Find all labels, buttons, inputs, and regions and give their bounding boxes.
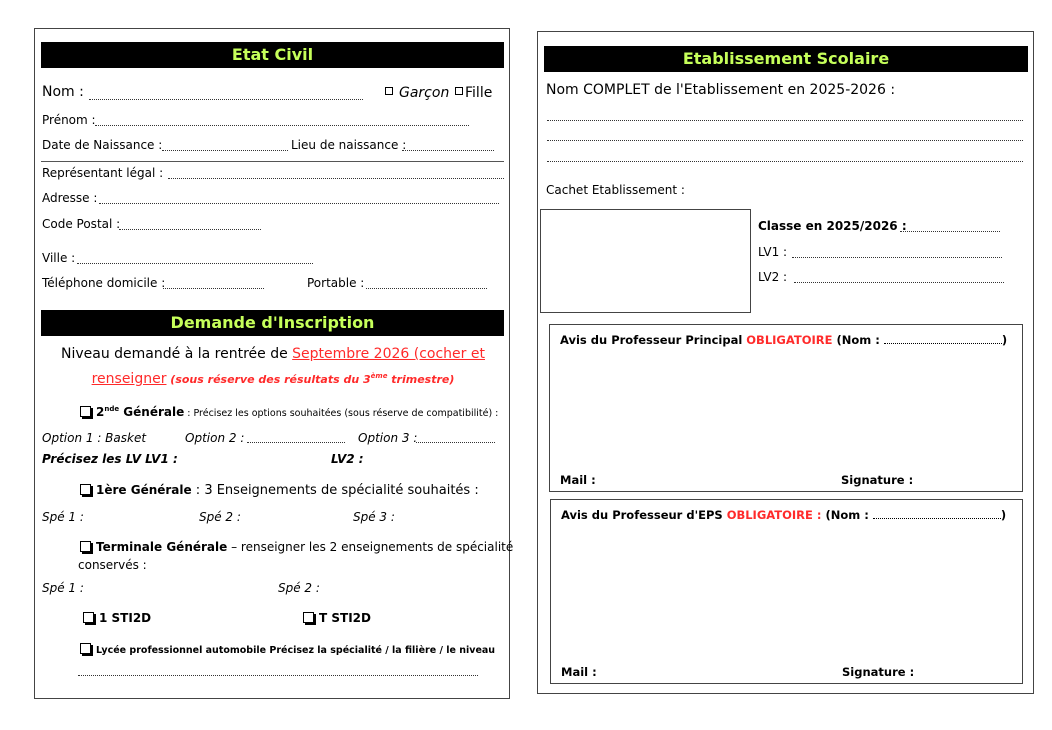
avis-pp-title: Avis du Professeur Principal OBLIGATOIRE (Nom : ): [560, 333, 1008, 347]
niveau-line1: Niveau demandé à la rentrée de Septembre 2026 (cocher et: [61, 346, 485, 362]
prenom-label: Prénom :: [42, 113, 96, 127]
option-seconde[interactable]: 2nde Générale : Précisez les options souhaitées (sous réserve de compatibilité) :: [80, 405, 498, 419]
ville-label: Ville :: [42, 251, 76, 265]
lv2-label: LV2 :: [331, 452, 364, 466]
telephone-field[interactable]: [163, 288, 264, 289]
option-premiere[interactable]: 1ère Générale : 3 Enseignements de spécialité souhaités :: [80, 483, 479, 498]
terminale-desc2: conservés :: [78, 558, 147, 572]
date-naissance-label: Date de Naissance :: [42, 138, 163, 152]
nom-etablissement-line-2[interactable]: [547, 140, 1023, 141]
etat-civil-header: Etat Civil: [41, 42, 504, 68]
cachet-box: [540, 209, 751, 313]
checkbox-icon: [80, 406, 91, 417]
classe-field[interactable]: [900, 231, 1000, 232]
representant-label: Représentant légal :: [42, 166, 164, 180]
option-t-sti2d[interactable]: T STI2D: [303, 611, 371, 625]
nom-etablissement-line-3[interactable]: [547, 161, 1023, 162]
classe-label: Classe en 2025/2026 :: [758, 219, 907, 233]
avis-eps-nom-field[interactable]: [873, 518, 1001, 519]
code-postal-label: Code Postal :: [42, 217, 121, 231]
avis-pp-mail-label: Mail :: [560, 473, 596, 487]
lv2-field[interactable]: [794, 282, 1004, 283]
niveau-line2: renseigner (sous réserve des résultats du 3ème trimestre): [91, 371, 455, 387]
inscription-header: Demande d'Inscription: [41, 310, 504, 336]
avis-eps-box[interactable]: [550, 499, 1023, 684]
telephone-label: Téléphone domicile :: [42, 276, 166, 290]
option2-label: Option 2 :: [185, 431, 245, 445]
avis-pp-nom-field[interactable]: [884, 343, 1002, 344]
ville-field[interactable]: [77, 263, 313, 264]
checkbox-icon: [80, 643, 91, 654]
lv2-label: LV2 :: [758, 270, 788, 284]
option3-label: Option 3 :: [358, 431, 418, 445]
spe2-label: Spé 2 :: [199, 510, 241, 524]
option-terminale[interactable]: Terminale Générale – renseigner les 2 enseignements de spécialité: [80, 540, 513, 554]
spe1-label: Spé 1 :: [42, 510, 84, 524]
spe3-label: Spé 3 :: [353, 510, 395, 524]
checkbox-icon: [80, 541, 91, 552]
avis-eps-mail-label: Mail :: [561, 665, 597, 679]
option-1-sti2d[interactable]: 1 STI2D: [83, 611, 151, 625]
lieu-naissance-label: Lieu de naissance :: [291, 138, 407, 152]
option-lycee-pro[interactable]: Lycée professionnel automobile Précisez la spécialité / la filière / le niveau: [80, 643, 495, 656]
option2-field[interactable]: [247, 442, 345, 443]
code-postal-field[interactable]: [119, 229, 261, 230]
gender-garcon[interactable]: Garçon: [385, 85, 449, 101]
lieu-naissance-field[interactable]: [402, 150, 494, 151]
avis-pp-box[interactable]: [549, 324, 1023, 492]
option3-field[interactable]: [416, 442, 495, 443]
right-panel: [537, 31, 1034, 694]
nom-field[interactable]: [89, 99, 363, 100]
t-spe2-label: Spé 2 :: [278, 581, 320, 595]
adresse-label: Adresse :: [42, 191, 98, 205]
option1-value: Option 1 : Basket: [42, 431, 147, 445]
t-spe1-label: Spé 1 :: [42, 581, 84, 595]
precisez-lv-label: Précisez les LV LV1 :: [42, 452, 178, 466]
portable-field[interactable]: [366, 288, 487, 289]
prenom-field[interactable]: [95, 125, 469, 126]
checkbox-icon: [80, 484, 91, 495]
etablissement-header: Etablissement Scolaire: [544, 46, 1028, 72]
adresse-field[interactable]: [99, 203, 499, 204]
checkbox-icon: [385, 87, 393, 95]
checkbox-icon: [83, 612, 94, 623]
portable-label: Portable :: [307, 276, 365, 290]
avis-eps-signature-label: Signature :: [842, 665, 915, 679]
lycee-pro-field[interactable]: [78, 675, 478, 676]
checkbox-icon: [303, 612, 314, 623]
left-panel: [34, 28, 514, 699]
cachet-label: Cachet Etablissement :: [546, 183, 685, 197]
representant-field[interactable]: [168, 178, 504, 179]
gender-fille[interactable]: Fille: [455, 85, 492, 101]
lv1-label: LV1 :: [758, 245, 788, 259]
divider: [41, 161, 504, 162]
nom-etablissement-line-1[interactable]: [547, 120, 1023, 121]
checkbox-icon: [455, 87, 463, 95]
avis-pp-signature-label: Signature :: [841, 473, 914, 487]
date-naissance-field[interactable]: [162, 150, 288, 151]
avis-eps-title: Avis du Professeur d'EPS OBLIGATOIRE : (Nom : ): [561, 508, 1007, 522]
nom-label: Nom :: [42, 84, 84, 100]
nom-complet-label: Nom COMPLET de l'Etablissement en 2025-2026 :: [546, 82, 896, 98]
lv1-field[interactable]: [792, 257, 1002, 258]
